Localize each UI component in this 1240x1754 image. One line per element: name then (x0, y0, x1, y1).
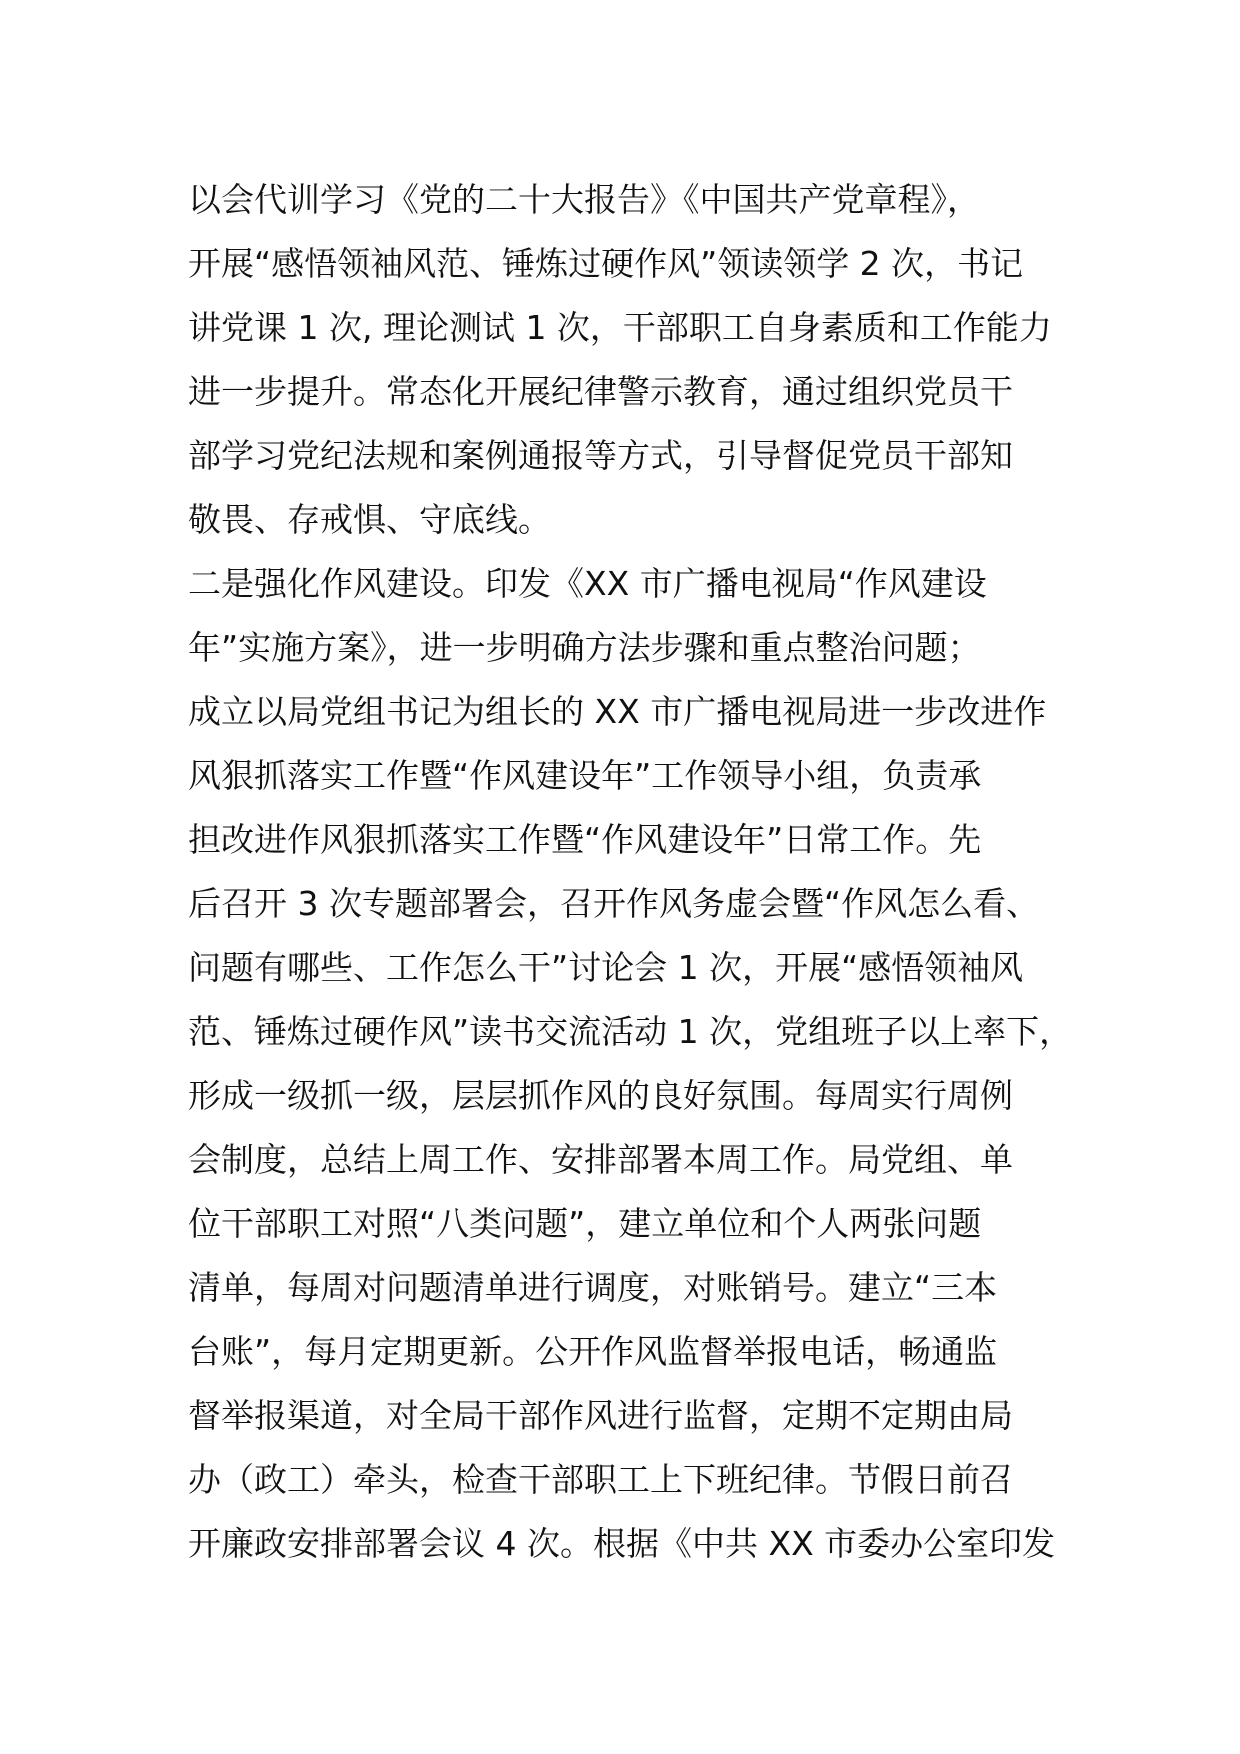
text-line: 二是强化作风建设。印发《XX 市广播电视局“作风建设 (188, 564, 987, 603)
text-line: 台账”，每月定期更新。公开作风监督举报电话，畅通监 (188, 1332, 998, 1371)
text-line: 风狠抓落实工作暨“作风建设年”工作领导小组，负责承 (188, 756, 982, 795)
text-line: 问题有哪些、工作怎么干”讨论会 1 次，开展“感悟领袖风 (188, 948, 1024, 987)
text-line: 敬畏、存戒惧、守底线。 (188, 500, 551, 539)
body-text (188, 168, 1088, 1576)
text-line: 督举报渠道，对全局干部作风进行监督，定期不定期由局 (188, 1396, 1013, 1435)
text-line: 办（政工）牵头，检查干部职工上下班纪律。节假日前召 (188, 1460, 1013, 1499)
text-line: 会制度，总结上周工作、安排部署本周工作。局党组、单 (188, 1140, 1013, 1179)
text-line: 清单，每周对问题清单进行调度，对账销号。建立“三本 (188, 1268, 998, 1307)
text-line: 开展“感悟领袖风范、锤炼过硬作风”领读领学 2 次，书记 (188, 244, 1024, 283)
text-line: 讲党课 1 次, 理论测试 1 次，干部职工自身素质和工作能力 (188, 308, 1052, 347)
text-line: 担改进作风狠抓落实工作暨“作风建设年”日常工作。先 (188, 820, 982, 859)
text-line: 开廉政安排部署会议 4 次。根据《中共 XX 市委办公室印发 (188, 1524, 1056, 1563)
text-line: 进一步提升。常态化开展纪律警示教育，通过组织党员干 (188, 372, 1013, 411)
text-line: 后召开 3 次专题部署会，召开作风务虚会暨“作风怎么看、 (188, 884, 1040, 923)
text-line: 位干部职工对照“八类问题”，建立单位和个人两张问题 (188, 1204, 982, 1243)
text-line: 年”实施方案》，进一步明确方法步骤和重点整治问题； (188, 628, 981, 667)
text-line: 部学习党纪法规和案例通报等方式，引导督促党员干部知 (188, 436, 1013, 475)
text-line: 范、锤炼过硬作风”读书交流活动 1 次，党组班子以上率下， (188, 1012, 1073, 1051)
text-line: 形成一级抓一级，层层抓作风的良好氛围。每周实行周例 (188, 1076, 1013, 1115)
text-line: 以会代训学习《党的二十大报告》《中国共产党章程》， (188, 180, 980, 219)
text-line: 成立以局党组书记为组长的 XX 市广播电视局进一步改进作 (188, 692, 1047, 731)
